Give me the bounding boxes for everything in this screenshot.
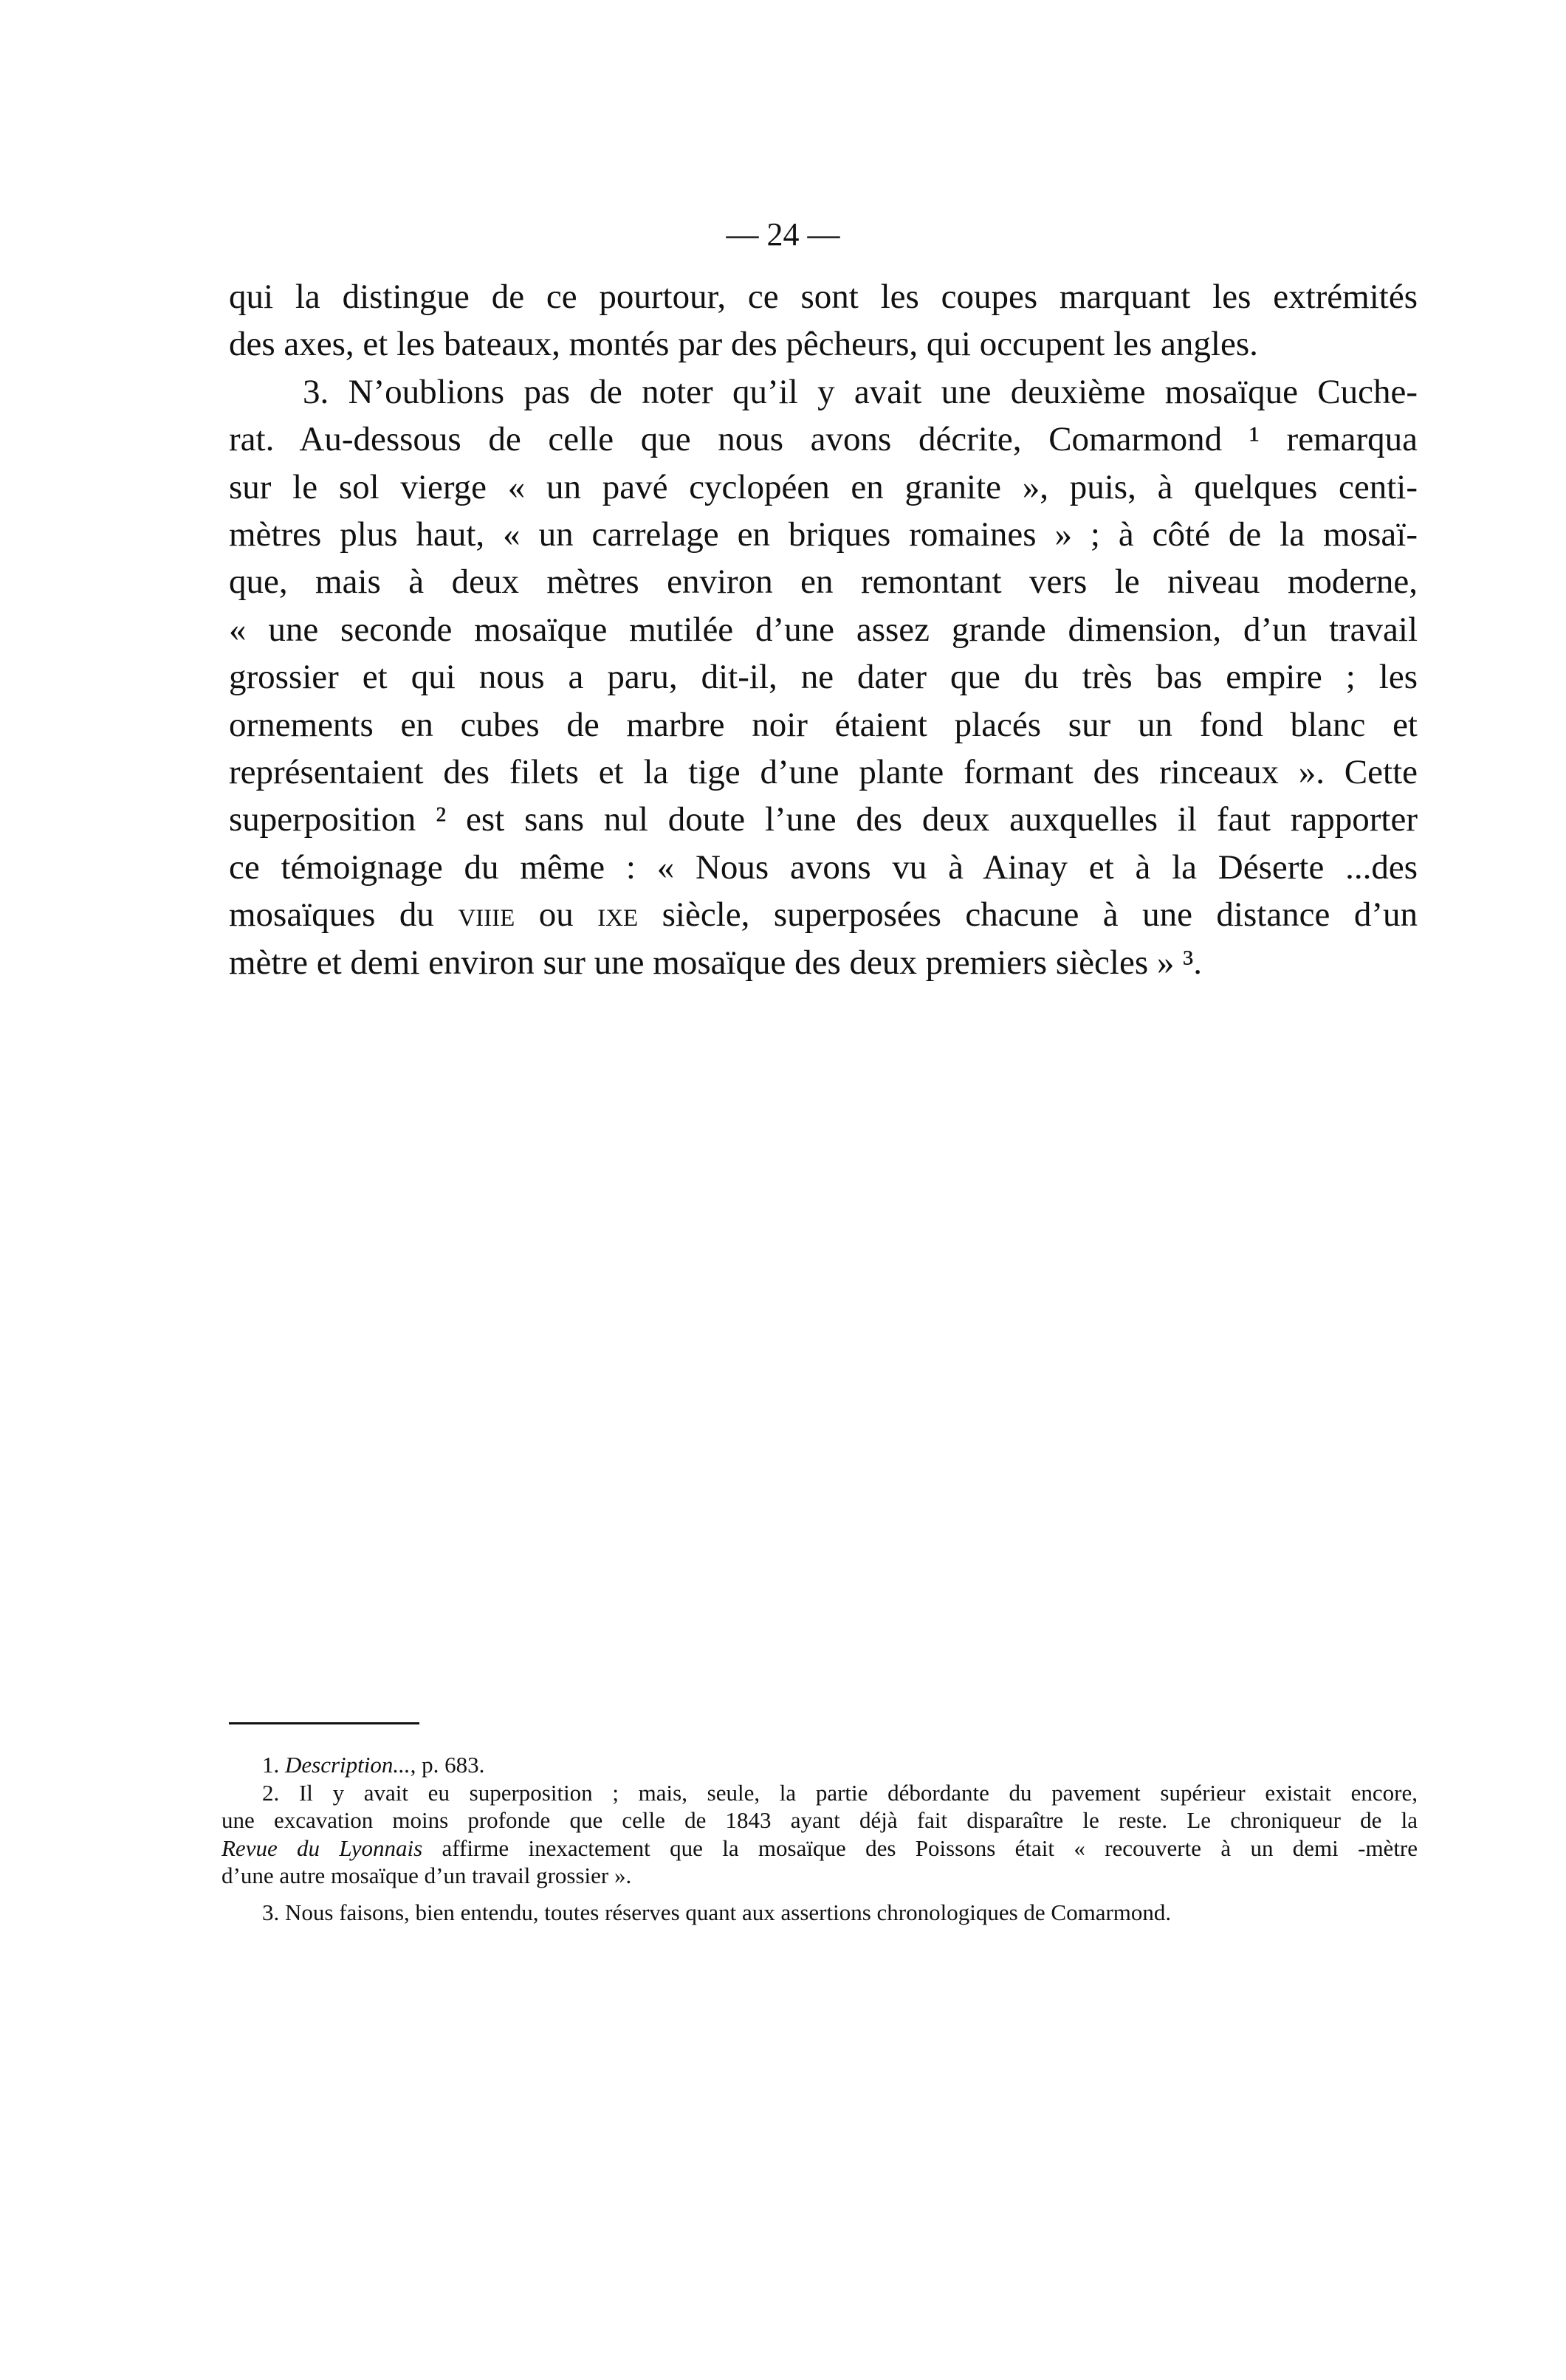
text-line: mètre et demi environ sur une mosaïque des deux premiers siècles » ³. [229, 943, 1202, 982]
text-line: ce témoignage du même : « Nous avons vu à Ainay et à la Déserte ...des [229, 847, 1418, 887]
page-number: — 24 — [726, 216, 840, 252]
text-line: que, mais à deux mètres environ en remontant vers le niveau moderne, [229, 563, 1418, 602]
footnote-number: 1. [262, 1752, 285, 1778]
footnote-2-line: 2. Il y avait eu superposition ; mais, seule, la partie débordante du pavement supérieur existait encore, [262, 1779, 1418, 1806]
footnote-text: affirme inexactement que la mosaïque des Poissons était « recouverte à un demi -mètre [422, 1834, 1418, 1861]
footnote-title: Description... [285, 1752, 411, 1778]
footnote-3: 3. Nous faisons, bien entendu, toutes réserves quant aux assertions chronologiques de Comarmond. [262, 1899, 1172, 1925]
footnote-2-line [221, 1834, 1418, 1863]
text-line: ornements en cubes de marbre noir étaient placés sur un fond blanc et [229, 705, 1418, 744]
text-fragment: ou [515, 895, 598, 935]
text-fragment: siècle, superposées chacune à une distance d’un [638, 895, 1418, 935]
footnote-2-line: une excavation moins profonde que celle de 1843 ayant déjà fait disparaître le reste. Le chroniqueur de la [221, 1807, 1418, 1833]
main-text [229, 273, 1418, 986]
text-line: représentaient des filets et la tige d’une plante formant des rinceaux ». Cette [229, 753, 1418, 792]
footnote-title: Revue du Lyonnais [221, 1834, 423, 1861]
text-line: qui la distingue de ce pourtour, ce sont les coupes marquant les extrémités [229, 278, 1418, 316]
roman-numeral: ixe [597, 895, 639, 935]
text-line [229, 891, 1418, 938]
footnote-text: , p. 683. [410, 1752, 485, 1778]
footnote-1 [221, 1751, 1418, 1779]
text-line: 3. N’oublions pas de noter qu’il y avait une deuxième mosaïque Cuche- [303, 372, 1418, 411]
text-line: grossier et qui nous a paru, dit-il, ne dater que du très bas empire ; les [229, 658, 1418, 697]
text-line: « une seconde mosaïque mutilée d’une assez grande dimension, d’un travail [229, 610, 1418, 649]
footnote-divider [229, 1722, 419, 1724]
roman-numeral: viiie [458, 895, 515, 935]
text-line: rat. Au-dessous de celle que nous avons décrite, Comarmond ¹ remarqua [229, 420, 1418, 459]
text-line: superposition ² est sans nul doute l’une des deux auxquelles il faut rapporter [229, 800, 1418, 839]
footnote-2-line: d’une autre mosaïque d’un travail grossier ». [221, 1863, 632, 1888]
text-line: mètres plus haut, « un carrelage en briques romaines » ; à côté de la mosaï- [229, 515, 1418, 554]
text-line: sur le sol vierge « un pavé cyclopéen en granite », puis, à quelques centi- [229, 467, 1418, 506]
text-line: des axes, et les bateaux, montés par des pêcheurs, qui occupent les angles. [229, 325, 1258, 364]
text-fragment: mosaïques du [229, 895, 459, 935]
footnotes [221, 1751, 1418, 1926]
